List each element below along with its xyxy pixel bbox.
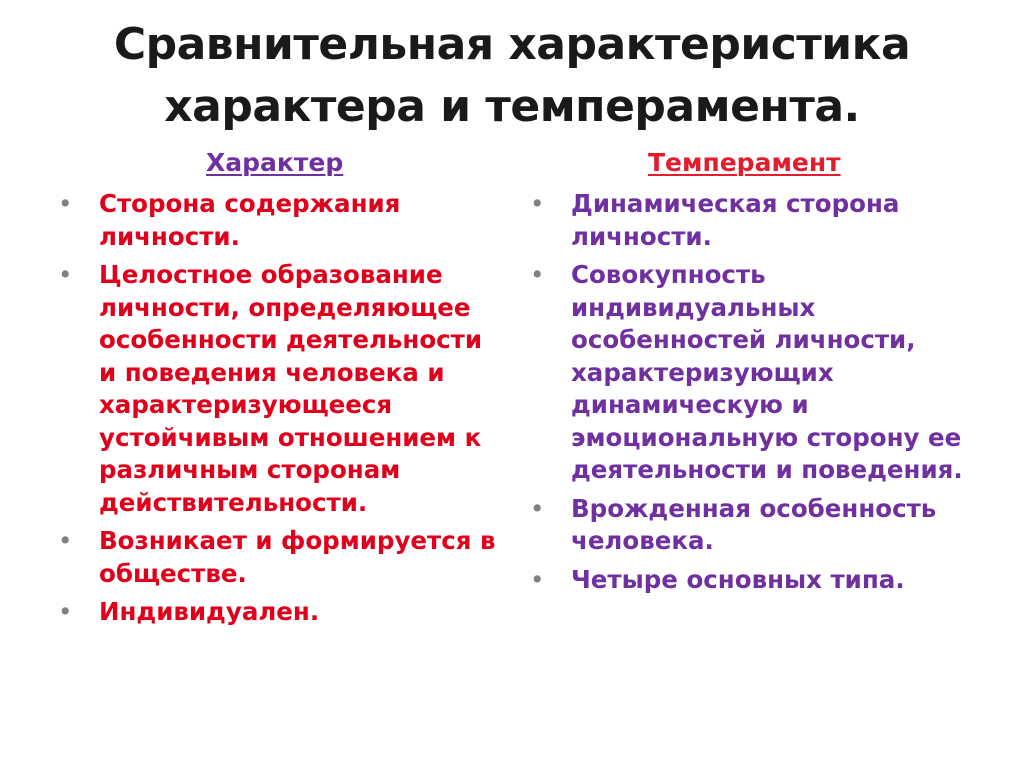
list-item-text: Совокупность индивидуальных особенностей личности, характеризующих динамическую и эмоциональную сторону ее деятельности и поведения. (571, 260, 963, 484)
bullet-icon: • (530, 564, 545, 594)
title-line-2: характера и темперамента. (164, 81, 860, 132)
list-item-text: Целостное образование личности, определяющее особенности деятельности и поведения человека и характеризующееся устойчивым отношением к различным сторонам действительности. (99, 260, 483, 517)
list-item (56, 259, 496, 519)
bullet-icon: • (530, 189, 545, 218)
temperament-heading: Темперамент (648, 148, 841, 177)
temperament-column (528, 148, 978, 602)
bullet-icon: • (58, 189, 73, 218)
list-item (56, 188, 496, 253)
bullet-icon: • (530, 260, 545, 289)
list-item (528, 493, 978, 558)
list-item-text: Возникает и формируется в обществе. (99, 526, 496, 588)
title-line-1: Сравнительная характеристика (113, 19, 911, 70)
bullet-icon: • (530, 493, 545, 523)
character-list (56, 188, 496, 629)
list-item (56, 525, 496, 590)
list-item-text: Четыре основных типа. (571, 564, 905, 594)
list-item (528, 259, 978, 487)
slide-title (0, 14, 1024, 138)
character-heading: Характер (206, 148, 344, 177)
list-item (528, 188, 978, 253)
list-item (56, 596, 496, 629)
list-item-text: Динамическая сторона личности. (571, 189, 900, 251)
list-item-text: Сторона содержания личности. (99, 189, 401, 251)
list-item-text: Индивидуален. (99, 597, 320, 626)
list-item-text: Врожденная особенность человека. (571, 493, 937, 555)
bullet-icon: • (58, 597, 73, 626)
bullet-icon: • (58, 260, 73, 289)
temperament-list (528, 188, 978, 596)
character-column (56, 148, 496, 635)
bullet-icon: • (58, 526, 73, 555)
list-item (528, 564, 978, 597)
